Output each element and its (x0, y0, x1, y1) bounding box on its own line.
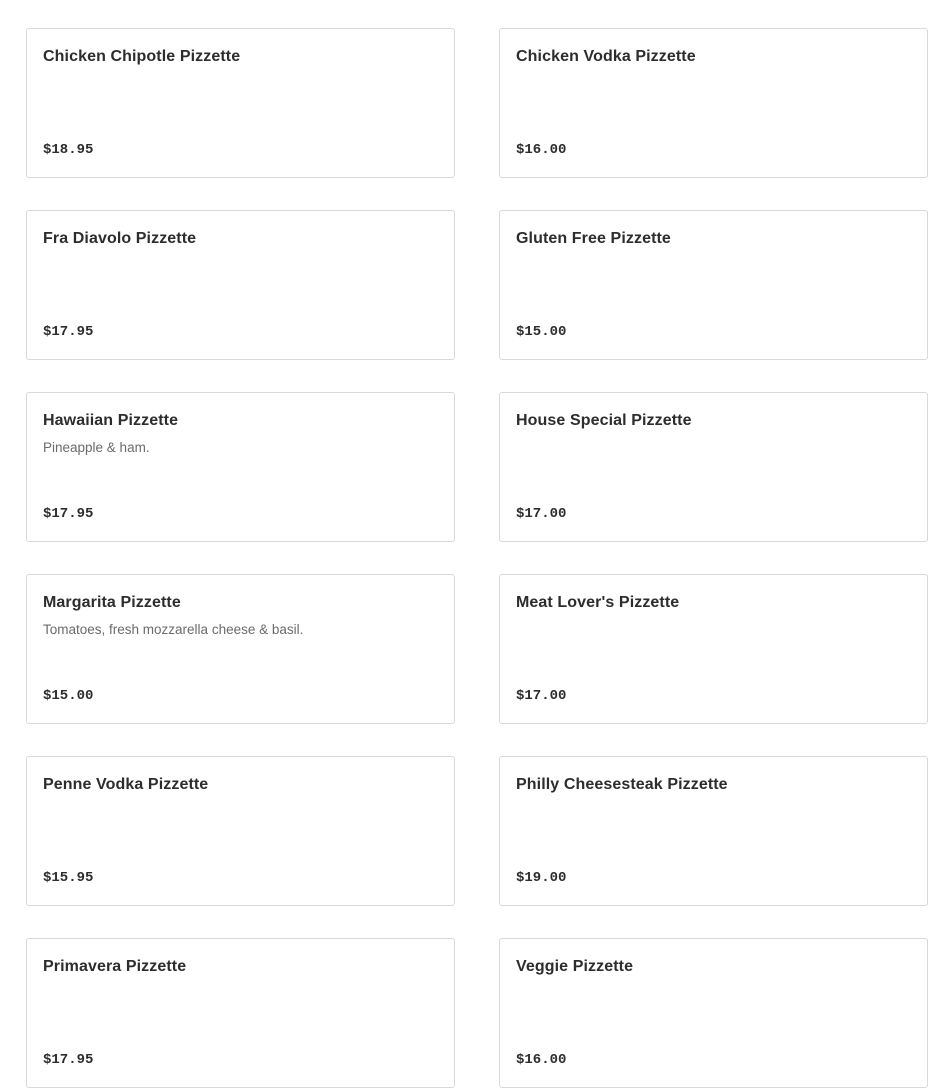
menu-item-price: $17.95 (43, 506, 94, 522)
menu-item-name: Primavera Pizzette (43, 958, 187, 975)
menu-item-card[interactable] (499, 756, 928, 906)
menu-item-card[interactable] (499, 574, 928, 724)
menu-item-card[interactable] (26, 392, 455, 542)
menu-item-name: Penne Vodka Pizzette (43, 776, 209, 793)
menu-item-price: $17.00 (516, 506, 567, 522)
menu-item-name: House Special Pizzette (516, 412, 692, 429)
menu-item-price: $17.00 (516, 688, 567, 704)
menu-item-name: Chicken Vodka Pizzette (516, 48, 696, 65)
menu-item-price: $15.00 (516, 324, 567, 340)
menu-item-name: Meat Lover's Pizzette (516, 594, 680, 611)
menu-item-price: $16.00 (516, 1052, 567, 1068)
menu-item-card[interactable] (499, 210, 928, 360)
menu-item-name: Gluten Free Pizzette (516, 230, 671, 247)
menu-item-card[interactable] (26, 938, 455, 1088)
menu-item-card[interactable] (499, 938, 928, 1088)
menu-grid (26, 28, 928, 1088)
menu-item-card[interactable] (26, 756, 455, 906)
menu-item-card[interactable] (499, 28, 928, 178)
menu-item-card[interactable] (26, 574, 455, 724)
menu-item-description: Tomatoes, fresh mozzarella cheese & basil. (43, 622, 304, 637)
menu-item-card[interactable] (26, 210, 455, 360)
menu-item-name: Veggie Pizzette (516, 958, 634, 975)
menu-item-price: $18.95 (43, 142, 94, 158)
menu-item-price: $15.00 (43, 688, 94, 704)
menu-item-name: Margarita Pizzette (43, 594, 181, 611)
menu-item-name: Chicken Chipotle Pizzette (43, 48, 241, 65)
menu-item-price: $15.95 (43, 870, 94, 886)
menu-item-name: Philly Cheesesteak Pizzette (516, 776, 728, 793)
menu-item-name: Fra Diavolo Pizzette (43, 230, 197, 247)
menu-item-price: $19.00 (516, 870, 567, 886)
menu-item-price: $16.00 (516, 142, 567, 158)
menu-item-description: Pineapple & ham. (43, 440, 150, 455)
menu-item-card[interactable] (499, 392, 928, 542)
menu-item-card[interactable] (26, 28, 455, 178)
menu-item-name: Hawaiian Pizzette (43, 412, 179, 429)
menu-item-price: $17.95 (43, 324, 94, 340)
menu-item-price: $17.95 (43, 1052, 94, 1068)
